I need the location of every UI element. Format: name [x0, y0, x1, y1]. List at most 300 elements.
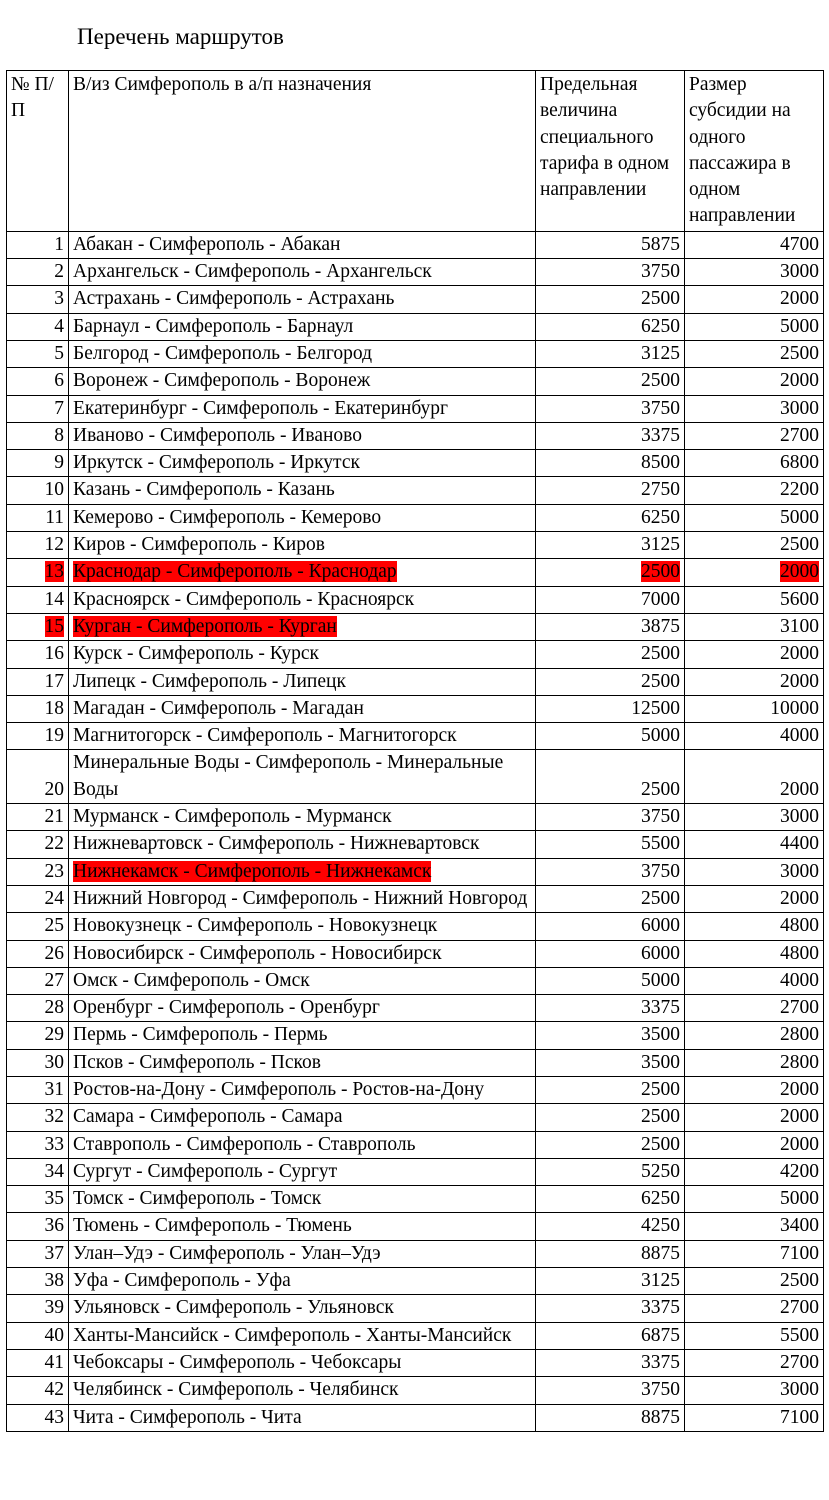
subsidy-cell-text: 4000 — [780, 725, 819, 747]
row-number — [7, 1186, 69, 1213]
subsidy-cell — [685, 750, 824, 804]
subsidy-cell — [685, 586, 824, 613]
route-cell — [69, 231, 536, 258]
route-cell — [69, 668, 536, 695]
tariff-cell-text: 2500 — [641, 288, 680, 310]
route-cell — [69, 1268, 536, 1295]
route-cell-text: Кемерово - Симферополь - Кемерово — [73, 506, 382, 528]
row-number-text: 14 — [44, 588, 64, 610]
header-number: № П/П — [7, 71, 69, 232]
subsidy-cell-text: 2800 — [780, 1051, 819, 1073]
table-row — [7, 1022, 824, 1049]
subsidy-cell-text: 2000 — [780, 670, 819, 692]
subsidy-cell — [685, 1213, 824, 1240]
table-row — [7, 259, 824, 286]
row-number-text: 32 — [44, 1106, 64, 1128]
tariff-cell — [536, 1240, 685, 1267]
row-number — [7, 695, 69, 722]
subsidy-cell — [685, 1240, 824, 1267]
tariff-cell — [536, 967, 685, 994]
table-row — [7, 559, 824, 586]
route-cell-text: Магнитогорск - Симферополь - Магнитогорск — [73, 725, 457, 747]
route-cell-text: Белгород - Симферополь - Белгород — [73, 342, 373, 364]
route-cell-text: Екатеринбург - Симферополь - Екатеринбург — [73, 397, 449, 419]
tariff-cell — [536, 313, 685, 340]
route-cell — [69, 1213, 536, 1240]
subsidy-cell — [685, 559, 824, 586]
tariff-cell-text: 8875 — [641, 1242, 680, 1264]
row-number-text: 43 — [44, 1406, 64, 1428]
tariff-cell — [536, 422, 685, 449]
subsidy-cell — [685, 695, 824, 722]
tariff-cell-text: 3500 — [641, 1024, 680, 1046]
table-row — [7, 695, 824, 722]
tariff-cell-text: 8875 — [641, 1406, 680, 1428]
route-cell — [69, 1022, 536, 1049]
table-header-row — [7, 71, 824, 232]
subsidy-cell — [685, 1404, 824, 1431]
table-row — [7, 858, 824, 885]
subsidy-cell — [685, 913, 824, 940]
tariff-cell — [536, 259, 685, 286]
tariff-cell-text: 6000 — [641, 915, 680, 937]
row-number-text: 22 — [44, 833, 64, 855]
route-cell — [69, 1049, 536, 1076]
tariff-cell-text: 2500 — [641, 887, 680, 909]
subsidy-cell — [685, 967, 824, 994]
row-number-text: 42 — [44, 1379, 64, 1401]
route-cell — [69, 422, 536, 449]
row-number — [7, 995, 69, 1022]
tariff-cell-text: 3750 — [641, 1379, 680, 1401]
row-number — [7, 831, 69, 858]
table-row — [7, 804, 824, 831]
route-cell — [69, 340, 536, 367]
route-cell-text: Воронеж - Симферополь - Воронеж — [73, 370, 371, 392]
subsidy-cell — [685, 641, 824, 668]
row-number — [7, 1022, 69, 1049]
route-cell — [69, 1404, 536, 1431]
row-number — [7, 504, 69, 531]
tariff-cell — [536, 885, 685, 912]
route-cell — [69, 995, 536, 1022]
subsidy-cell-text: 2500 — [780, 1270, 819, 1292]
tariff-cell — [536, 641, 685, 668]
route-cell-text: Мурманск - Симферополь - Мурманск — [73, 806, 392, 828]
subsidy-cell-text: 2800 — [780, 1024, 819, 1046]
route-cell-text: Оренбург - Симферополь - Оренбург — [73, 997, 380, 1019]
row-number — [7, 259, 69, 286]
subsidy-cell-text: 2000 — [780, 1106, 819, 1128]
page-title: Перечень маршрутов — [77, 24, 284, 49]
route-cell — [69, 885, 536, 912]
subsidy-cell-text: 7100 — [780, 1242, 819, 1264]
tariff-cell-text: 3750 — [641, 806, 680, 828]
table-row — [7, 1076, 824, 1103]
subsidy-cell-text: 4200 — [780, 1160, 819, 1182]
route-cell — [69, 395, 536, 422]
route-cell — [69, 286, 536, 313]
subsidy-cell — [685, 668, 824, 695]
row-number-text: 37 — [44, 1242, 64, 1264]
tariff-cell-text: 6250 — [641, 1188, 680, 1210]
tariff-cell-text: 3375 — [641, 1351, 680, 1373]
tariff-cell-text: 6250 — [641, 506, 680, 528]
route-cell-text: Ростов-на-Дону - Симферополь - Ростов-на-Дону — [73, 1078, 485, 1100]
subsidy-cell — [685, 231, 824, 258]
subsidy-cell-text: 5000 — [780, 506, 819, 528]
route-cell-text: Улан–Удэ - Симферополь - Улан–Удэ — [73, 1242, 381, 1264]
header-subsidy: Размер субсидии на одного пассажира в одном направлении — [685, 71, 824, 232]
tariff-cell-text: 5875 — [641, 233, 680, 255]
tariff-cell — [536, 1076, 685, 1103]
row-number — [7, 231, 69, 258]
route-cell-text: Нижневартовск - Симферополь - Нижневартовск — [73, 833, 480, 855]
tariff-cell — [536, 231, 685, 258]
subsidy-cell-text: 3100 — [780, 615, 819, 637]
row-number-text: 24 — [44, 887, 64, 909]
route-cell — [69, 858, 536, 885]
subsidy-cell — [685, 395, 824, 422]
row-number — [7, 532, 69, 559]
table-row — [7, 1158, 824, 1185]
route-cell — [69, 723, 536, 750]
table-row — [7, 613, 824, 640]
tariff-cell-text: 7000 — [641, 588, 680, 610]
row-number — [7, 804, 69, 831]
tariff-cell — [536, 723, 685, 750]
route-cell-text: Томск - Симферополь - Томск — [73, 1188, 322, 1210]
row-number-text: 23 — [44, 860, 64, 882]
tariff-cell-text: 3750 — [641, 261, 680, 283]
subsidy-cell — [685, 940, 824, 967]
tariff-cell — [536, 940, 685, 967]
subsidy-cell — [685, 1186, 824, 1213]
table-row — [7, 1049, 824, 1076]
row-number-text: 17 — [44, 670, 64, 692]
route-cell — [69, 831, 536, 858]
row-number — [7, 641, 69, 668]
subsidy-cell-text: 2000 — [780, 1133, 819, 1155]
table-row — [7, 995, 824, 1022]
route-cell — [69, 613, 536, 640]
tariff-cell — [536, 1049, 685, 1076]
row-number-text: 5 — [54, 342, 64, 364]
table-row — [7, 286, 824, 313]
route-cell — [69, 1076, 536, 1103]
route-cell — [69, 532, 536, 559]
row-number-text: 38 — [44, 1270, 64, 1292]
subsidy-cell-text: 2200 — [780, 479, 819, 501]
route-cell-text: Краснодар - Симферополь - Краснодар — [73, 561, 397, 583]
row-number-text: 13 — [44, 561, 64, 583]
tariff-cell — [536, 1377, 685, 1404]
route-cell-text: Ханты-Мансийск - Симферополь - Ханты-Мансийск — [73, 1324, 512, 1346]
row-number — [7, 967, 69, 994]
tariff-cell-text: 3375 — [641, 424, 680, 446]
subsidy-cell — [685, 477, 824, 504]
table-row — [7, 450, 824, 477]
subsidy-cell-text: 2000 — [780, 1078, 819, 1100]
route-cell-text: Пермь - Симферополь - Пермь — [73, 1024, 328, 1046]
table-row — [7, 395, 824, 422]
subsidy-cell-text: 2500 — [780, 342, 819, 364]
row-number-text: 19 — [44, 725, 64, 747]
route-cell — [69, 586, 536, 613]
tariff-cell-text: 2500 — [641, 670, 680, 692]
route-cell-text: Нижнекамск - Симферополь - Нижнекамск — [73, 860, 432, 882]
subsidy-cell-text: 4400 — [780, 833, 819, 855]
subsidy-cell-text: 2000 — [780, 778, 819, 800]
subsidy-cell — [685, 1377, 824, 1404]
table-row — [7, 586, 824, 613]
tariff-cell-text: 3125 — [641, 1270, 680, 1292]
tariff-cell-text: 12500 — [631, 697, 680, 719]
row-number-text: 8 — [54, 424, 64, 446]
tariff-cell-text: 6000 — [641, 942, 680, 964]
subsidy-cell-text: 2000 — [780, 643, 819, 665]
row-number — [7, 368, 69, 395]
row-number — [7, 750, 69, 804]
route-cell — [69, 1158, 536, 1185]
row-number — [7, 668, 69, 695]
row-number — [7, 313, 69, 340]
subsidy-cell — [685, 1158, 824, 1185]
row-number — [7, 586, 69, 613]
tariff-cell-text: 8500 — [641, 452, 680, 474]
subsidy-cell — [685, 1076, 824, 1103]
tariff-cell-text: 2500 — [641, 1106, 680, 1128]
subsidy-cell — [685, 450, 824, 477]
row-number-text: 35 — [44, 1188, 64, 1210]
tariff-cell-text: 6250 — [641, 315, 680, 337]
row-number-text: 10 — [44, 479, 64, 501]
subsidy-cell — [685, 1349, 824, 1376]
route-cell-text: Барнаул - Симферополь - Барнаул — [73, 315, 354, 337]
row-number — [7, 858, 69, 885]
row-number — [7, 913, 69, 940]
row-number — [7, 559, 69, 586]
row-number-text: 12 — [44, 534, 64, 556]
tariff-cell — [536, 1213, 685, 1240]
route-cell — [69, 1377, 536, 1404]
tariff-cell-text: 3125 — [641, 534, 680, 556]
route-cell-text: Липецк - Симферополь - Липецк — [73, 670, 346, 692]
table-row — [7, 940, 824, 967]
row-number-text: 3 — [54, 288, 64, 310]
table-row — [7, 723, 824, 750]
tariff-cell-text: 5000 — [641, 725, 680, 747]
row-number-text: 16 — [44, 643, 64, 665]
route-cell — [69, 641, 536, 668]
row-number-text: 36 — [44, 1215, 64, 1237]
subsidy-cell-text: 4800 — [780, 942, 819, 964]
subsidy-cell — [685, 1049, 824, 1076]
tariff-cell — [536, 858, 685, 885]
subsidy-cell-text: 4700 — [780, 233, 819, 255]
subsidy-cell-text: 3000 — [780, 397, 819, 419]
subsidy-cell — [685, 831, 824, 858]
tariff-cell — [536, 1349, 685, 1376]
row-number — [7, 723, 69, 750]
route-cell — [69, 1186, 536, 1213]
subsidy-cell-text: 3400 — [780, 1215, 819, 1237]
route-cell — [69, 1104, 536, 1131]
route-cell-text: Новокузнецк - Симферополь - Новокузнецк — [73, 915, 438, 937]
row-number — [7, 1377, 69, 1404]
subsidy-cell-text: 2700 — [780, 997, 819, 1019]
tariff-cell-text: 2500 — [641, 778, 680, 800]
row-number-text: 21 — [44, 806, 64, 828]
tariff-cell-text: 3875 — [641, 615, 680, 637]
subsidy-cell-text: 5500 — [780, 1324, 819, 1346]
tariff-cell-text: 2500 — [641, 1133, 680, 1155]
subsidy-cell — [685, 259, 824, 286]
tariff-cell — [536, 368, 685, 395]
tariff-cell — [536, 804, 685, 831]
row-number-text: 27 — [44, 969, 64, 991]
table-body — [7, 231, 824, 1431]
route-cell-text: Астрахань - Симферополь - Астрахань — [73, 288, 395, 310]
row-number — [7, 450, 69, 477]
subsidy-cell-text: 3000 — [780, 860, 819, 882]
route-cell — [69, 450, 536, 477]
table-row — [7, 1268, 824, 1295]
subsidy-cell-text: 4000 — [780, 969, 819, 991]
tariff-cell — [536, 340, 685, 367]
tariff-cell — [536, 1404, 685, 1431]
table-row — [7, 1131, 824, 1158]
row-number-text: 26 — [44, 942, 64, 964]
route-cell-text: Иркутск - Симферополь - Иркутск — [73, 452, 360, 474]
table-row — [7, 340, 824, 367]
subsidy-cell-text: 4800 — [780, 915, 819, 937]
table-row — [7, 1240, 824, 1267]
row-number-text: 33 — [44, 1133, 64, 1155]
route-cell-text: Нижний Новгород - Симферополь - Нижний Новгород — [73, 887, 528, 909]
row-number-text: 41 — [44, 1351, 64, 1373]
subsidy-cell — [685, 804, 824, 831]
row-number — [7, 1268, 69, 1295]
tariff-cell — [536, 532, 685, 559]
tariff-cell — [536, 286, 685, 313]
header-route: В/из Симферополь в а/п назначения — [69, 71, 536, 232]
route-cell — [69, 1349, 536, 1376]
route-cell-text: Псков - Симферополь - Псков — [73, 1051, 321, 1073]
subsidy-cell — [685, 340, 824, 367]
route-cell — [69, 1240, 536, 1267]
row-number — [7, 340, 69, 367]
tariff-cell — [536, 913, 685, 940]
row-number — [7, 1213, 69, 1240]
row-number — [7, 1076, 69, 1103]
route-cell — [69, 940, 536, 967]
row-number — [7, 1295, 69, 1322]
row-number-text: 1 — [54, 233, 64, 255]
header-tariff: Предельная величина специального тарифа в одном направлении — [536, 71, 685, 232]
table-row — [7, 641, 824, 668]
route-cell-text: Магадан - Симферополь - Магадан — [73, 697, 364, 719]
route-cell-text: Чебоксары - Симферополь - Чебоксары — [73, 1351, 402, 1373]
route-cell-text: Чита - Симферополь - Чита — [73, 1406, 302, 1428]
subsidy-cell-text: 2000 — [780, 561, 819, 583]
table-row — [7, 532, 824, 559]
subsidy-cell — [685, 532, 824, 559]
row-number — [7, 1158, 69, 1185]
subsidy-cell-text: 2700 — [780, 424, 819, 446]
tariff-cell-text: 3375 — [641, 1297, 680, 1319]
row-number — [7, 1240, 69, 1267]
subsidy-cell-text: 10000 — [770, 697, 819, 719]
subsidy-cell-text: 5000 — [780, 1188, 819, 1210]
table-row — [7, 504, 824, 531]
tariff-cell — [536, 450, 685, 477]
route-cell-text: Сургут - Симферополь - Сургут — [73, 1160, 338, 1182]
tariff-cell — [536, 504, 685, 531]
table-row — [7, 750, 824, 804]
route-cell — [69, 913, 536, 940]
table-row — [7, 1186, 824, 1213]
row-number-text: 11 — [45, 506, 64, 528]
route-cell-text: Минеральные Воды - Симферополь - Минеральные Воды — [73, 752, 504, 800]
tariff-cell-text: 3125 — [641, 342, 680, 364]
route-cell — [69, 1131, 536, 1158]
row-number — [7, 1404, 69, 1431]
subsidy-cell-text: 2000 — [780, 370, 819, 392]
route-cell-text: Киров - Симферополь - Киров — [73, 534, 325, 556]
table-row — [7, 422, 824, 449]
row-number — [7, 885, 69, 912]
table-row — [7, 1104, 824, 1131]
subsidy-cell-text: 2500 — [780, 534, 819, 556]
row-number-text: 25 — [44, 915, 64, 937]
route-cell-text: Самара - Симферополь - Самара — [73, 1106, 343, 1128]
table-row — [7, 477, 824, 504]
row-number-text: 40 — [44, 1324, 64, 1346]
subsidy-cell — [685, 286, 824, 313]
subsidy-cell — [685, 313, 824, 340]
subsidy-cell-text: 3000 — [780, 806, 819, 828]
subsidy-cell — [685, 995, 824, 1022]
table-row — [7, 831, 824, 858]
row-number — [7, 940, 69, 967]
tariff-cell — [536, 1268, 685, 1295]
row-number-text: 20 — [44, 778, 64, 800]
subsidy-cell — [685, 1295, 824, 1322]
subsidy-cell — [685, 504, 824, 531]
subsidy-cell-text: 3000 — [780, 261, 819, 283]
route-cell — [69, 1295, 536, 1322]
tariff-cell-text: 5250 — [641, 1160, 680, 1182]
subsidy-cell — [685, 1131, 824, 1158]
subsidy-cell-text: 7100 — [780, 1406, 819, 1428]
route-cell-text: Новосибирск - Симферополь - Новосибирск — [73, 942, 442, 964]
row-number — [7, 1049, 69, 1076]
tariff-cell — [536, 613, 685, 640]
tariff-cell — [536, 395, 685, 422]
row-number-text: 15 — [44, 615, 64, 637]
subsidy-cell — [685, 613, 824, 640]
row-number — [7, 1104, 69, 1131]
subsidy-cell-text: 2000 — [780, 887, 819, 909]
tariff-cell — [536, 1158, 685, 1185]
subsidy-cell — [685, 368, 824, 395]
table-row — [7, 913, 824, 940]
tariff-cell-text: 2500 — [641, 1078, 680, 1100]
tariff-cell-text: 2500 — [641, 561, 680, 583]
subsidy-cell — [685, 1268, 824, 1295]
row-number — [7, 422, 69, 449]
